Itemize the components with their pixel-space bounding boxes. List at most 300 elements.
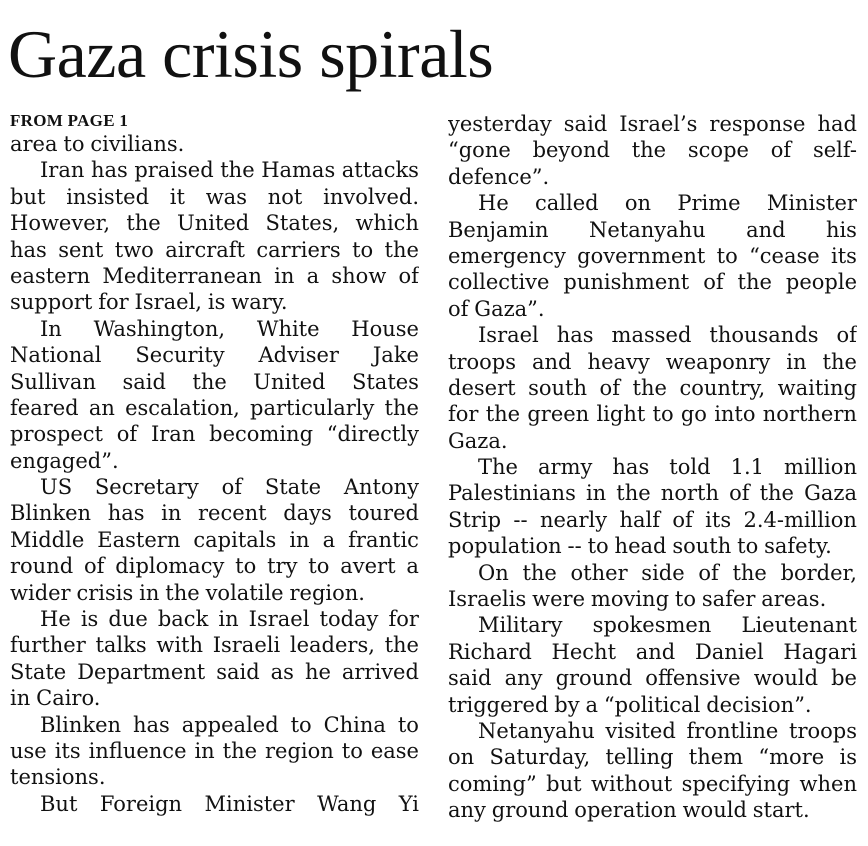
word: Jake [372,343,419,368]
word: support [10,290,93,315]
text-line [10,606,419,632]
word: House [351,316,419,341]
word: try [267,554,298,579]
word: recent [197,501,267,526]
word: for [448,402,479,427]
word: any [448,798,486,823]
word: Iran [40,158,85,183]
word: light [596,402,646,427]
word: and [635,639,676,664]
word: Security [135,343,225,368]
word: northern [762,402,857,427]
word: into [714,402,756,427]
word: 2.4-million [743,507,857,532]
word: diplomacy [115,554,225,579]
word: further [10,633,86,658]
word: particularly [250,395,375,420]
word: said [448,666,492,691]
word: the [732,560,767,585]
word: attacks [341,158,419,183]
text-line [448,480,857,506]
word: the [485,402,521,427]
word: capitals [193,527,277,552]
word: China [323,712,386,737]
text-line [10,500,419,526]
word: Hamas [261,158,336,183]
text-line [448,639,857,665]
word: the [631,138,667,163]
text-line [448,322,857,348]
word: Hagari [783,639,857,664]
word: a [585,692,599,717]
word: National [10,343,102,368]
text-line [10,263,419,289]
text-line [448,375,857,401]
word: to [652,402,674,427]
word: waiting [777,375,857,400]
word: The [478,455,518,480]
word: Secretary [94,475,199,500]
text-line [10,131,419,157]
word: north [660,481,719,506]
word: Netanyahu [478,718,595,743]
word: Hecht [551,639,617,664]
text-line [448,454,857,480]
word: Mediterranean [102,263,262,288]
word: State [264,475,322,500]
word: in [585,481,607,506]
word: said [122,369,166,394]
word: days [283,501,332,526]
word: Blinken [40,712,122,737]
word: Lieutenant [741,613,857,638]
word: aircraft [165,237,245,262]
text-line [448,111,857,137]
word: appealed [181,712,279,737]
word: Adviser [258,343,339,368]
word: weaponry [665,349,771,374]
word: He [40,607,71,632]
text-line [448,428,857,454]
word: volatile [205,580,284,605]
word: desert [448,375,516,400]
word: show [331,263,387,288]
text-line [10,421,419,447]
word: of [84,554,105,579]
word: moving [590,587,670,612]
word: the [632,375,667,400]
word: Israel, [134,290,202,315]
word: avert [340,554,396,579]
word: safer [701,587,756,612]
word: but [546,771,582,796]
word: Iran [150,422,196,447]
word: heavy [587,349,650,374]
word: Palestinians [448,481,576,506]
word: to [737,534,759,559]
word: border, [780,560,857,585]
text-line [448,217,857,243]
word: of [770,138,792,163]
word: Middle [10,527,85,552]
word: as [270,659,294,684]
word: region. [289,580,365,605]
word: army [538,455,593,480]
word: Gaza”. [474,296,545,321]
text-line [448,665,857,691]
word: has [612,455,650,480]
word: for [388,607,419,632]
word: said [563,112,608,136]
word: them [688,745,744,770]
word: a [306,263,320,288]
text-line [10,157,419,183]
word: to [587,534,609,559]
word: response [709,112,806,136]
text-line [448,243,857,269]
word: by [554,692,580,717]
text-line [448,533,857,559]
word: other [570,560,628,585]
word: crisis [76,580,134,605]
word: population [448,534,562,559]
text-line [10,369,419,395]
word: had [817,112,857,136]
text-line [448,771,857,797]
word: Washington, [93,316,226,341]
word: Israel [478,323,539,348]
word: region [265,738,334,763]
word: insisted [66,184,150,209]
text-line [10,448,419,474]
word: the [192,369,227,394]
article-column-right [448,111,857,824]
text-line [448,692,857,718]
word: was [205,184,247,209]
word: of [698,560,719,585]
word: Prime [677,191,741,216]
text-line [10,580,419,606]
word: were [532,587,586,612]
word: would [682,798,747,823]
word: States [351,369,419,394]
word: spokesmen [592,613,712,638]
word: Department [77,659,206,684]
text-line [10,210,419,236]
word: ground [491,798,569,823]
word: its [705,507,732,532]
word: has [556,323,594,348]
word: south [528,375,588,400]
word: area [10,132,58,156]
word: back [157,607,209,632]
word: troops [448,349,516,374]
word: tensions. [10,765,106,790]
word: prospect [10,422,103,447]
word: Gaza. [448,428,508,453]
word: emergency [448,243,566,268]
word: Minister [204,791,295,816]
word: eastern [10,263,91,288]
text-line [10,712,419,738]
word: arrived [341,659,419,684]
word: called [535,191,599,216]
word: thousands [709,323,819,348]
word: offensive [645,666,741,691]
word: of [599,375,620,400]
word: ease [370,738,419,763]
text-line [448,349,857,375]
word: Israeli [212,633,281,658]
word: in [786,349,807,374]
word: the [759,481,794,506]
word: massed [611,323,692,348]
word: which [355,211,419,236]
word: scope [687,138,749,163]
word: ground [555,666,633,691]
word: has [10,237,47,262]
word: troops [789,718,857,743]
word: is [207,290,226,315]
word: a [406,554,419,579]
word: and [746,217,786,242]
word: becoming [209,422,314,447]
word: On [478,560,509,585]
text-line [448,164,857,190]
text-line [10,527,419,553]
word: country, [679,375,766,400]
text-line [448,612,857,638]
text-line [448,718,857,744]
word: Israel’s [619,112,698,136]
word: Minister [766,191,857,216]
text-line [10,395,419,421]
text-line [10,553,419,579]
word: he [304,659,331,684]
word: telling [605,745,674,770]
word: million [784,455,857,480]
word: to [716,243,738,268]
text-line [10,659,419,685]
word: the [165,580,200,605]
word: to [341,738,363,763]
word: -- [567,534,582,559]
word: Gaza [804,481,857,506]
word: defence”. [448,164,550,189]
word: the [522,560,557,585]
word: its [54,738,81,763]
word: talks [95,633,147,658]
word: wider [10,580,71,605]
word: 1.1 [730,455,764,480]
word: influence [88,738,187,763]
word: said [216,659,260,684]
word: told [669,455,711,480]
text-line [10,342,419,368]
word: south [672,534,732,559]
word: areas. [761,587,827,612]
text-line [10,474,419,500]
word: be [831,666,857,691]
word: in [289,527,310,552]
word: -- [513,507,528,532]
word: in [139,580,160,605]
word: States, [265,211,340,236]
word: sent [58,237,104,262]
text-line [448,401,857,427]
word: not [267,184,303,209]
text-line [448,190,857,216]
word: it [169,184,185,209]
word: any [504,666,543,691]
word: use [10,738,47,763]
word: of [116,422,138,447]
word: operation [574,798,677,823]
word: However, [10,211,111,236]
word: specifying [681,771,791,796]
word: a [322,527,336,552]
word: wary. [231,290,288,315]
text-line [448,137,857,163]
word: beyond [532,138,610,163]
word: of [729,481,750,506]
word: involved. [323,184,419,209]
text-line [10,738,419,764]
text-line [448,296,857,322]
word: two [114,237,154,262]
word: leaders, [289,633,375,658]
word: “cease [749,243,820,268]
word: Yi [398,791,419,816]
word: head [614,534,667,559]
word: in [194,738,215,763]
word: praised [134,158,214,183]
word: escalation, [125,395,240,420]
word: United [177,211,250,236]
text-line [10,791,419,817]
word: carriers [256,237,341,262]
word: to [674,587,696,612]
word: yesterday [448,112,552,136]
word: Benjamin [448,217,549,242]
word: its [831,243,857,268]
word: to [308,554,330,579]
word: the [126,211,161,236]
text-line [10,764,419,790]
text-line [448,797,857,823]
word: of [221,475,243,500]
word: is [80,607,99,632]
word: today [319,607,379,632]
word: green [527,402,590,427]
word: round [10,554,74,579]
from-page-kicker: FROM PAGE 1 [10,111,129,130]
word: “political [603,692,701,717]
word: has [132,712,170,737]
text-line [448,586,857,612]
headline: Gaza crisis spirals [8,16,494,92]
text-line [448,560,857,586]
word: United [253,369,326,394]
word: the [384,633,419,658]
word: Eastern [97,527,181,552]
word: of [672,507,693,532]
word: to [290,712,312,737]
word: “directly [326,422,419,447]
word: in [218,607,239,632]
word: his [825,217,857,242]
word: punishment [563,270,690,295]
word: Strip [448,507,502,532]
word: without [590,771,673,796]
word: when [799,771,857,796]
word: of [703,270,724,295]
word: the [384,237,419,262]
word: State [10,659,67,684]
word: Wang [317,791,377,816]
article-column-left [10,111,419,817]
word: of [448,296,469,321]
text-line [10,316,419,342]
word: on [624,191,652,216]
word: engaged”. [10,448,119,473]
word: to [397,712,419,737]
word: Richard [448,639,532,664]
word: is [839,745,857,770]
word: Blinken [10,501,92,526]
text-line [10,289,419,315]
word: White [256,316,320,341]
word: of [836,323,857,348]
word: visited [605,718,676,743]
word: go [680,402,707,427]
word: decision”. [706,692,812,717]
word: would [753,666,819,691]
word: start. [752,798,810,823]
word: of [398,263,419,288]
word: Israel [248,607,310,632]
word: Saturday, [489,745,591,770]
word: Netanyahu [588,217,706,242]
text-line [10,632,419,658]
text-line [448,269,857,295]
word: feared [10,395,79,420]
word: Antony [343,475,419,500]
word: Foreign [99,791,183,816]
word: with [156,633,203,658]
word: “more [758,745,825,770]
word: Daniel [694,639,764,664]
word: But [40,791,78,816]
word: Cairo. [36,686,101,711]
word: has [90,158,128,183]
word: Israelis [448,587,527,612]
word: He [478,191,509,216]
word: collective [448,270,550,295]
word: frantic [348,527,419,552]
word: in [274,263,295,288]
word: toured [348,501,419,526]
word: to [235,554,257,579]
text-line [10,237,419,263]
word: self- [812,138,857,163]
word: frontline [686,718,779,743]
text-line [448,507,857,533]
word: government [577,243,706,268]
text-line [448,744,857,770]
word: to [352,237,374,262]
word: in [161,501,182,526]
